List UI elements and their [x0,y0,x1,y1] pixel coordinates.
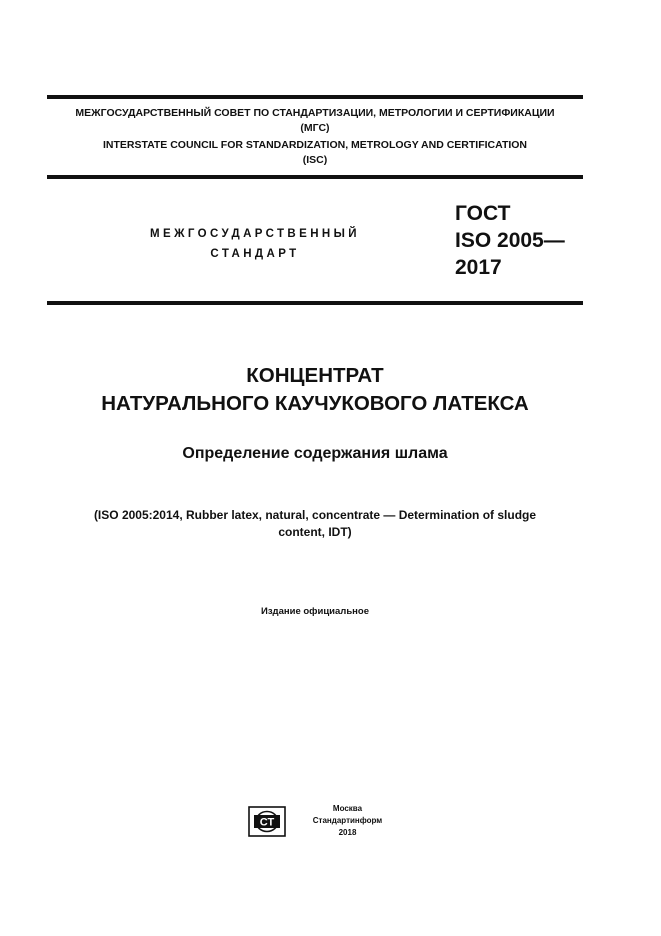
council-ru-line2: (МГС) [300,122,330,134]
top-rule [47,95,583,99]
gost-designation [455,200,565,281]
publisher-year: 2018 [338,828,357,837]
iso-reference-line1: (ISO 2005:2014, Rubber latex, natural, concentrate — Determination of sludge [93,508,537,522]
publisher-block [300,803,395,839]
document-subtitle: Определение содержания шлама [182,445,448,462]
gost-line1: ГОСТ [455,202,511,225]
gost-line3: 2017 [455,256,502,279]
publisher-name: Стандартинформ [312,816,383,825]
title-line2: НАТУРАЛЬНОГО КАУЧУКОВОГО ЛАТЕКСА [101,392,529,415]
interstate-label-line2: СТАНДАРТ [210,248,300,260]
council-en-line1: INTERSTATE COUNCIL FOR STANDARDIZATION, METROLOGY AND CERTIFICATION [102,139,528,151]
gost-line2: ISO 2005— [455,229,565,252]
lower-rule [47,301,583,305]
council-name-ru [47,106,583,136]
title-line1: КОНЦЕНТРАТ [246,364,384,387]
logo-text: СТ [259,816,275,829]
interstate-standard-label [110,224,400,264]
edition-note: Издание официальное [261,606,369,617]
publisher-city: Москва [332,804,363,813]
council-name-en [47,138,583,168]
interstate-label-line1: МЕЖГОСУДАРСТВЕННЫЙ [150,228,360,240]
document-title [30,362,600,418]
iso-reference-line2: content, IDT) [278,525,352,539]
iso-reference [60,507,570,541]
middle-rule [47,175,583,179]
council-en-line2: (ISC) [302,154,328,166]
standartinform-logo-icon [248,806,286,837]
council-ru-line1: МЕЖГОСУДАРСТВЕННЫЙ СОВЕТ ПО СТАНДАРТИЗАЦИИ, МЕТРОЛОГИИ И СЕРТИФИКАЦИИ [75,107,555,119]
